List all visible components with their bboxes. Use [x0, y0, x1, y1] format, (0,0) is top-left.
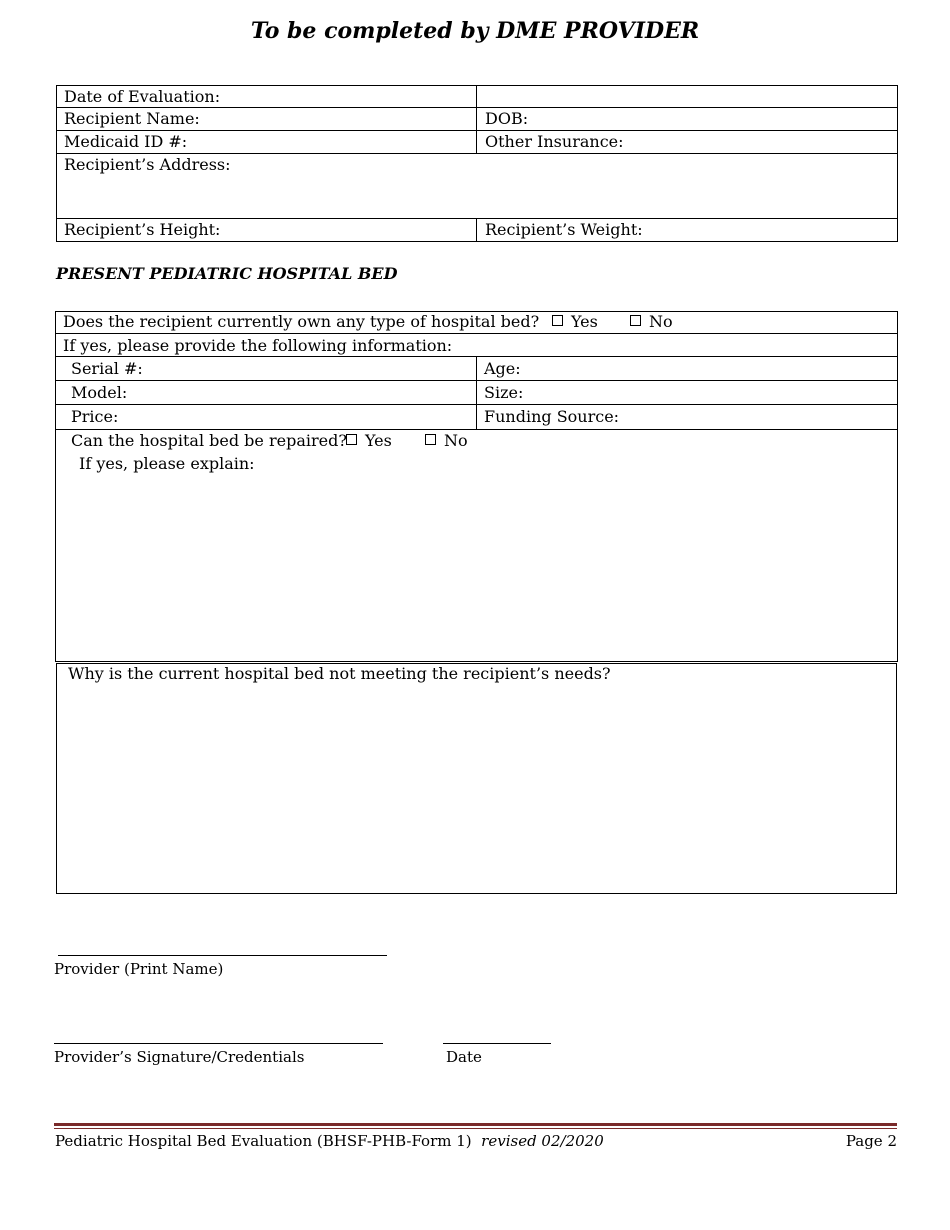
checkbox-icon[interactable]	[346, 434, 357, 445]
funding-source-label: Funding Source:	[484, 407, 620, 426]
footer-revised: revised 02/2020	[481, 1132, 604, 1150]
serial-label: Serial #:	[71, 359, 143, 378]
date-line[interactable]	[443, 1043, 551, 1044]
page-title: To be completed by DME PROVIDER	[250, 18, 700, 44]
size-label: Size:	[484, 383, 524, 402]
own-bed-yes-option[interactable]: Yes	[552, 312, 598, 332]
price-label: Price:	[71, 407, 119, 426]
print-name-line[interactable]	[58, 955, 387, 956]
footer-page-number: Page 2	[845, 1132, 897, 1150]
footer-rule	[54, 1123, 897, 1126]
repair-no-option[interactable]: No	[425, 431, 468, 451]
checkbox-icon[interactable]	[552, 315, 563, 326]
signature-line[interactable]	[54, 1043, 383, 1044]
explain-label: If yes, please explain:	[79, 454, 255, 473]
print-name-label: Provider (Print Name)	[54, 960, 224, 978]
checkbox-icon[interactable]	[425, 434, 436, 445]
needs-box[interactable]	[56, 663, 897, 894]
age-label: Age:	[484, 359, 521, 378]
dob-label: DOB:	[485, 109, 529, 128]
recipient-address-label: Recipient’s Address:	[64, 155, 231, 174]
repair-question: Can the hospital bed be repaired?	[71, 431, 347, 450]
footer-form-name: Pediatric Hospital Bed Evaluation (BHSF-PHB-Form 1) revised 02/2020	[55, 1132, 604, 1150]
own-bed-no-option[interactable]: No	[630, 312, 673, 332]
own-bed-question-text: Does the recipient currently own any type of hospital bed?	[63, 312, 540, 331]
needs-question: Why is the current hospital bed not meeting the recipient’s needs?	[68, 664, 611, 683]
recipient-name-label: Recipient Name:	[64, 109, 200, 128]
section-heading: PRESENT PEDIATRIC HOSPITAL BED	[56, 264, 398, 283]
date-label: Date	[446, 1048, 482, 1066]
signature-label: Provider’s Signature/Credentials	[54, 1048, 305, 1066]
own-bed-question	[63, 312, 539, 332]
other-insurance-label: Other Insurance:	[485, 132, 624, 151]
medicaid-id-label: Medicaid ID #:	[64, 132, 188, 151]
recipient-weight-label: Recipient’s Weight:	[485, 220, 643, 239]
recipient-height-label: Recipient’s Height:	[64, 220, 221, 239]
footer-rule-thin	[54, 1128, 897, 1129]
repair-yes-option[interactable]: Yes	[346, 431, 392, 451]
model-label: Model:	[71, 383, 128, 402]
if-yes-info-label: If yes, please provide the following information:	[63, 336, 453, 355]
date-of-evaluation-label: Date of Evaluation:	[64, 87, 221, 106]
checkbox-icon[interactable]	[630, 315, 641, 326]
